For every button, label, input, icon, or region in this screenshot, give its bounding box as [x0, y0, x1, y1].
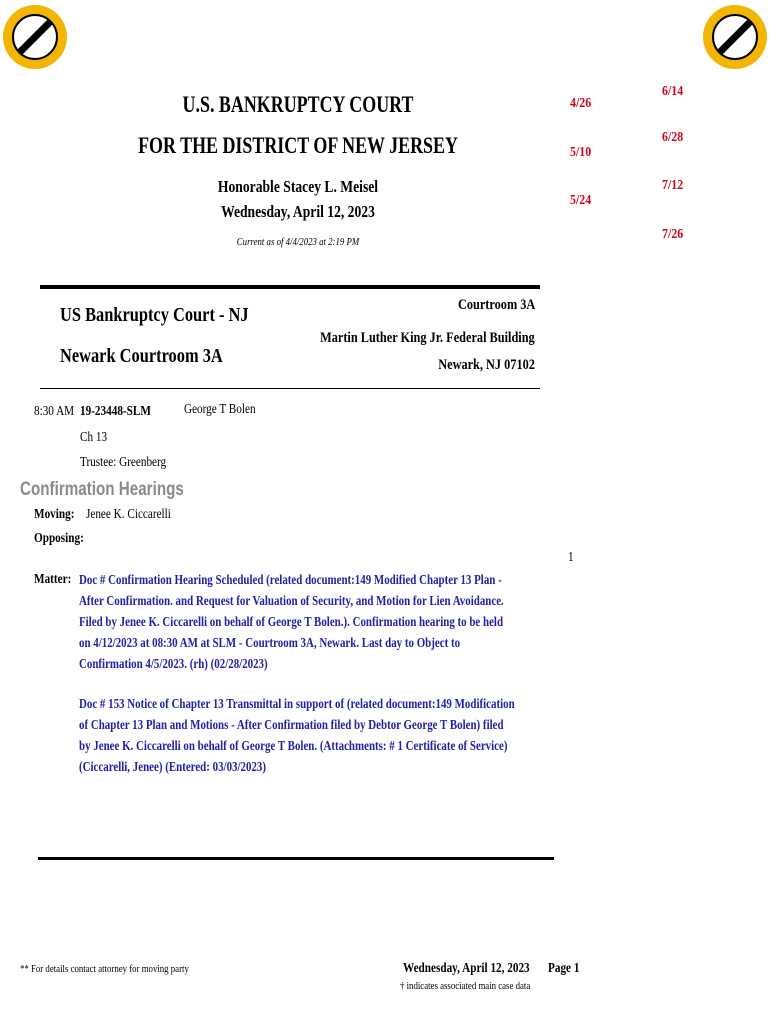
- page-number: Page 1: [548, 961, 580, 976]
- box-rule: [40, 388, 540, 389]
- upcoming-date: 6/14: [662, 84, 684, 99]
- current-as-of: Current as of 4/4/2023 at 2:19 PM: [236, 236, 360, 248]
- upcoming-date: 4/26: [570, 96, 592, 111]
- section-title: Confirmation Hearings: [20, 479, 184, 500]
- case-chapter: Ch 13: [80, 430, 108, 445]
- judge-name: Honorable Stacey L. Meisel: [217, 177, 379, 196]
- upcoming-date: 5/10: [570, 145, 592, 160]
- courtroom-number: Courtroom 3A: [457, 297, 535, 313]
- court-district: FOR THE DISTRICT OF NEW JERSEY: [138, 133, 458, 158]
- bottom-rule: [38, 857, 554, 860]
- hearing-date: Wednesday, April 12, 2023: [221, 202, 375, 221]
- courtroom-name: Newark Courtroom 3A: [60, 345, 223, 367]
- building-name: Martin Luther King Jr. Federal Building: [320, 330, 535, 346]
- building-address: Newark, NJ 07102: [438, 357, 535, 373]
- upcoming-date: 5/24: [570, 193, 592, 208]
- upcoming-date: 6/28: [662, 130, 684, 145]
- moving-party: Jenee K. Ciccarelli: [86, 507, 171, 522]
- top-rule: [40, 285, 540, 289]
- upcoming-date: 7/12: [662, 178, 684, 193]
- item-number: 1: [568, 550, 574, 565]
- matter-label: Matter:: [34, 572, 72, 587]
- debtor-name: George T Bolen: [184, 402, 256, 417]
- court-name: US Bankruptcy Court - NJ: [60, 304, 249, 326]
- opposing-label: Opposing:: [34, 531, 84, 546]
- footer-date: Wednesday, April 12, 2023: [403, 961, 530, 976]
- hearing-time: 8:30 AM: [34, 404, 75, 419]
- court-title: U.S. BANKRUPTCY COURT: [182, 92, 414, 117]
- case-trustee: Trustee: Greenberg: [80, 455, 167, 470]
- upcoming-date: 7/26: [662, 227, 684, 242]
- moving-label: Moving:: [34, 507, 75, 522]
- watermark-stamp-left: [2, 4, 68, 70]
- docket-entry: Doc # Confirmation Hearing Scheduled (related document:149 Modified Chapter 13 Plan - After Confirmation. and Request for Valuation of Security, and Motion for Lien Avoidance. Filed by Jenee K. Ciccarelli on behalf of George T Bolen.). Confirmation hearing to be held on 4/12/2023 at 08:30 AM at SLM - Courtroom 3A, Newark. Last day to Object to Confirmation 4/5/2023. (rh) (02/28/2023): [79, 573, 504, 672]
- watermark-stamp-right: [702, 4, 768, 70]
- footer-dagger-note: † indicates associated main case data: [400, 980, 531, 992]
- case-number: 19-23448-SLM: [80, 404, 151, 419]
- docket-entry: Doc # 153 Notice of Chapter 13 Transmittal in support of (related document:149 Modification of Chapter 13 Plan and Motions - After Confirmation filed by Debtor George T Bolen) filed by Jenee K. Ciccarelli on behalf of George T Bolen. (Attachments: # 1 Certificate of Service) (Ciccarelli, Jenee) (Entered: 03/03/2023): [79, 697, 515, 775]
- footer-contact-note: ** For details contact attorney for moving party: [20, 963, 189, 975]
